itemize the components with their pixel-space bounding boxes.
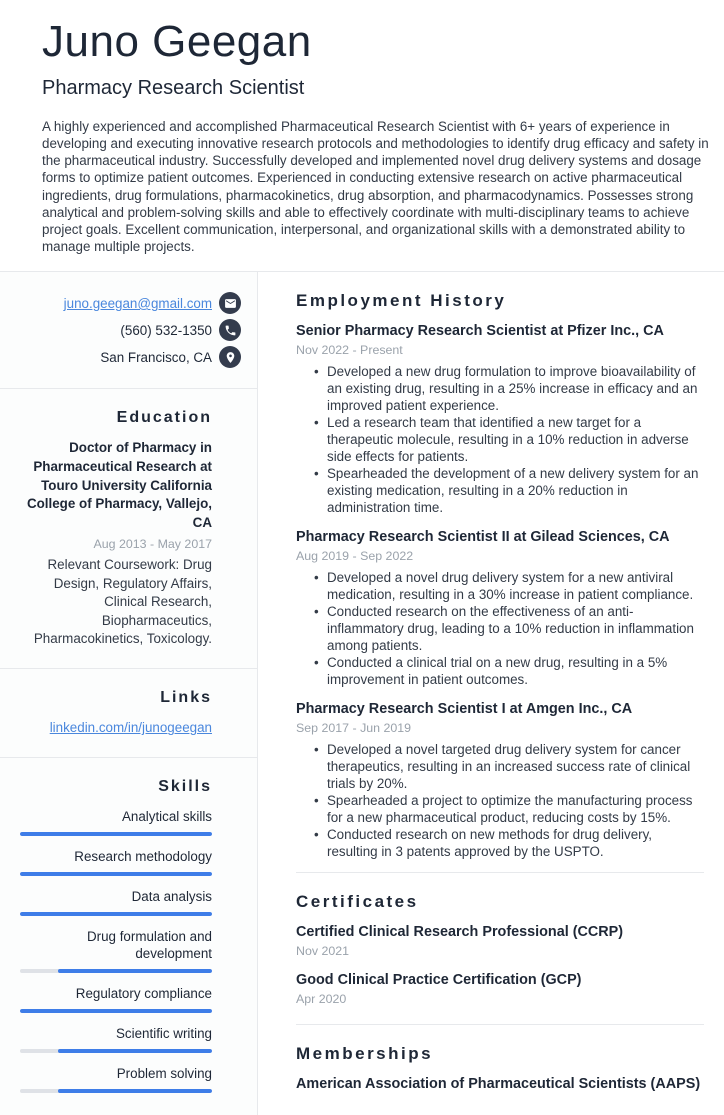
membership-title: American Association of Pharmaceutical Scientists (AAPS): [296, 1076, 701, 1093]
skill-bar-fill: [58, 1049, 212, 1053]
memberships-section: [296, 1024, 704, 1105]
job-bullet: • Developed a novel targeted drug delivery system for cancer therapeutics, resulting in an increased success rate of clinical trials by 20%.: [327, 741, 704, 792]
email-icon: [219, 292, 241, 314]
education-heading: Education: [116, 409, 212, 427]
job-dates: Nov 2022 - Present: [296, 343, 403, 358]
job-bullet: • Conducted a clinical trial on a new drug, resulting in a 5% improvement in patient outcomes.: [327, 654, 704, 688]
skill-bar: [20, 832, 212, 836]
education-dates: Aug 2013 - May 2017: [93, 537, 212, 552]
job-bullet: • Led a research team that identified a new target for a therapeutic molecule, resulting in a 10% reduction in adverse side effects for patients.: [327, 414, 704, 465]
certificate-title: Certified Clinical Research Professional (CCRP): [296, 924, 624, 941]
memberships-heading: Memberships: [296, 1044, 434, 1064]
job-bullet: • Developed a novel drug delivery system for a new antiviral medication, resulting in a 30% increase in patient compliance.: [327, 569, 704, 603]
skill-bar-fill: [58, 969, 212, 973]
job-bullet: • Spearheaded the development of a new delivery system for an existing medication, resulting in a 20% reduction in administration time.: [327, 465, 704, 516]
education-section: [0, 389, 257, 669]
skills-heading: Skills: [158, 778, 212, 796]
resume-body: [0, 272, 724, 1115]
skill-item: [20, 848, 212, 876]
job-bullet: • Developed a new drug formulation to improve bioavailability of an existing drug, resulting in a 25% increase in efficacy and an improved patient experience.: [327, 363, 704, 414]
job-bullet: • Spearheaded a project to optimize the manufacturing process for a new pharmaceutical product, reducing costs by 15%.: [327, 792, 704, 826]
links-heading: Links: [160, 689, 212, 707]
certificate-date: Nov 2021: [296, 944, 350, 959]
certificates-heading: Certificates: [296, 892, 419, 912]
skill-bar: [20, 872, 212, 876]
skill-bar: [20, 1049, 212, 1053]
employment-section: [296, 272, 704, 872]
skill-item: [20, 808, 212, 836]
job-entry: [296, 700, 704, 860]
job-title: Senior Pharmacy Research Scientist at Pfizer Inc., CA: [296, 323, 664, 340]
job-title: Pharmacy Research Scientist I at Amgen Inc., CA: [296, 701, 633, 718]
job-bullet: • Conducted research on new methods for drug delivery, resulting in 3 patents approved by the USPTO.: [327, 826, 704, 860]
skill-bar: [20, 1089, 212, 1093]
skill-label: Analytical skills: [121, 809, 212, 825]
resume-header: [0, 0, 724, 272]
contact-section: [0, 272, 257, 389]
skills-section: [0, 758, 257, 1115]
job-bullet-list: [296, 569, 704, 688]
skill-item: [20, 928, 212, 973]
membership-entry: [296, 1075, 704, 1093]
skill-bar-fill: [20, 912, 212, 916]
phone-icon: [219, 319, 241, 341]
main-column: [258, 272, 724, 1115]
contact-location-row: [20, 346, 212, 368]
candidate-name: Juno Geegan: [42, 17, 312, 66]
job-bullet: • Conducted research on the effectiveness of an anti-inflammatory drug, leading to a 10% reduction in inflammation among patients.: [327, 603, 704, 654]
certificate-title: Good Clinical Practice Certification (GCP): [296, 972, 582, 989]
skill-item: [20, 1025, 212, 1053]
skill-bar: [20, 912, 212, 916]
candidate-title: Pharmacy Research Scientist: [42, 76, 305, 99]
profile-summary: A highly experienced and accomplished Pharmaceutical Research Scientist with 6+ years of experience in developing and executing innovative research protocols and methodologies to identify drug efficacy and safety in the pharmaceutical industry. Successfully developed and implemented novel drug delivery systems and dosage forms to optimize patient outcomes. Experienced in conducting extensive research on active pharmaceutical ingredients, drug formulations, pharmacokinetics, drug absorption, and pharmacodynamics. Possesses strong analytical and problem-solving skills and able to effectively coordinate with multi-disciplinary teams to achieve project goals. Excellent communication, interpersonal, and organizational skills with a demonstrated ability to manage multiple projects.: [42, 118, 709, 255]
sidebar: [0, 272, 258, 1115]
skill-label: Research methodology: [74, 849, 212, 865]
job-dates: Sep 2017 - Jun 2019: [296, 721, 412, 736]
contact-email-row: [20, 292, 212, 314]
skill-label: Drug formulation and development: [86, 929, 212, 962]
location-pin-icon: [219, 346, 241, 368]
linkedin-link[interactable]: linkedin.com/in/junogeegan: [49, 720, 212, 736]
certificates-section: [296, 872, 704, 1024]
job-bullet-list: [296, 741, 704, 860]
skill-label: Scientific writing: [116, 1026, 212, 1042]
employment-heading: Employment History: [296, 291, 507, 311]
job-title: Pharmacy Research Scientist II at Gilead Sciences, CA: [296, 529, 670, 546]
skill-item: [20, 1065, 212, 1093]
skill-item: [20, 985, 212, 1013]
certificate-date: Apr 2020: [296, 992, 347, 1007]
skill-label: Regulatory compliance: [75, 986, 212, 1002]
skill-label: Problem solving: [116, 1066, 212, 1082]
phone-number: (560) 532-1350: [120, 322, 212, 338]
job-entry: [296, 322, 704, 516]
skill-label: Data analysis: [131, 889, 212, 905]
skill-bar-fill: [20, 872, 212, 876]
contact-phone-row: [20, 319, 212, 341]
education-description: Relevant Coursework: Drug Design, Regulatory Affairs, Clinical Research, Biopharmaceutics, Pharmacokinetics, Toxicology.: [33, 557, 212, 647]
skill-bar: [20, 1009, 212, 1013]
certificate-entry: [296, 923, 704, 958]
job-entry: [296, 528, 704, 688]
skill-bar-fill: [58, 1089, 212, 1093]
job-dates: Aug 2019 - Sep 2022: [296, 549, 414, 564]
skill-bar-fill: [20, 1009, 212, 1013]
links-section: [0, 669, 257, 758]
job-bullet-list: [296, 363, 704, 516]
skill-item: [20, 888, 212, 916]
skill-bar-fill: [20, 832, 212, 836]
certificate-entry: [296, 971, 704, 1006]
skill-bar: [20, 969, 212, 973]
location-text: San Francisco, CA: [100, 349, 212, 365]
email-link[interactable]: juno.geegan@gmail.com: [63, 295, 212, 311]
education-degree: Doctor of Pharmacy in Pharmaceutical Research at Touro University California College of Pharmacy, Vallejo, CA: [26, 440, 212, 530]
